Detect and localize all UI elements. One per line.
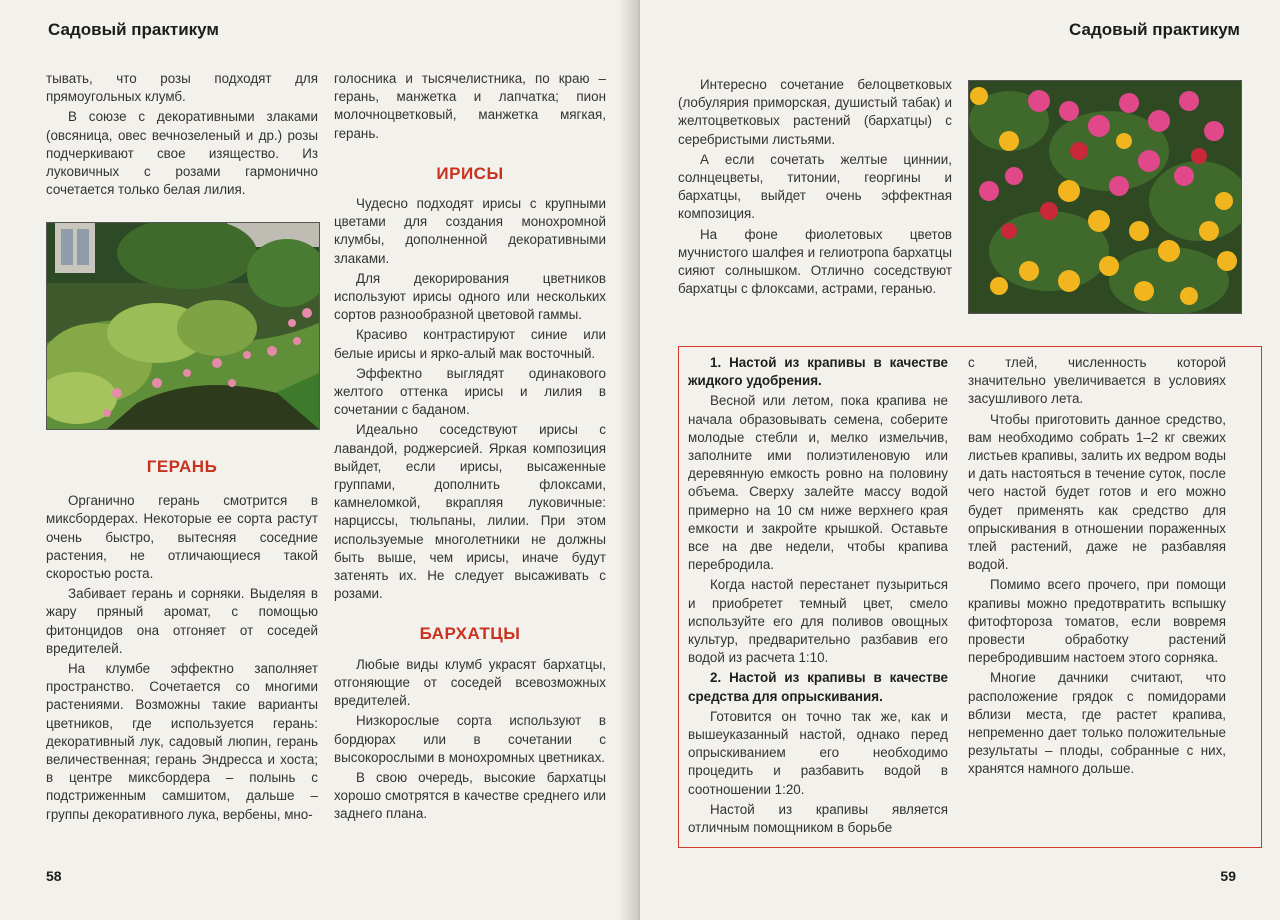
box-title-1: 1. Настой из крапивы в качестве жидкого удобрения. [688, 355, 948, 389]
paragraph: Низкорослые сорта используют в бордюрах или в сочетании с высокорослыми в монохромных цветниках. [334, 713, 606, 765]
paragraph: А если сочетать желтые циннии, солнцецветы, титонии, георгины и бархатцы, выйдет очень эффектная композиция. [678, 151, 952, 222]
box-column-2 [968, 354, 1226, 781]
paragraph: Весной или летом, пока крапива не начала образовывать семена, соберите молодые стебли и, мелко измельчив, заполните ими полиэтиленовую или деревянную емкость ровно на половину объема. Сверху залейте массу водой примерно на 10 см ниже верхнего края емкости и закройте крышкой. Оставьте все на две недели, чтобы крапива перебродила. [688, 393, 948, 573]
paragraph: Идеально соседствуют ирисы с лавандой, роджерсией. Яркая композиция выйдет, если ирисы, высаженные группами, дополнить флоксами, камнеломкой, вкрапляя луковичные: нарциссы, тюльпаны, лилии. При этом используемые многолетники не должны быть выше, чем ирисы, иначе будут затенять их. Не следует высаживать с розами. [334, 422, 606, 602]
paragraph: голосника и тысячелистника, по краю – герань, манжетка и лапчатка; пион молочноцветковый, манжетка мягкая, герань. [334, 71, 606, 141]
paragraph: с тлей, численность которой значительно увеличивается в условиях засушливого лета. [968, 355, 1226, 407]
paragraph: На клумбе эффектно заполняет пространство. Сочетается со многими растениями. Возможны такие варианты цветников, где используется герань: декоративный лук, садовый люпин, герань величественная; герань Эндресса и хоста; в центре миксбордера – полынь с подстриженным самшитом, дальше – группы декоративного лука, вербены, мно- [46, 661, 318, 822]
hosta-garden-photo [46, 222, 320, 430]
marigold-petunia-photo [968, 80, 1242, 314]
paragraph: тывать, что розы подходят для прямоугольных клумб. [46, 71, 318, 105]
left-column-2 [334, 70, 606, 826]
paragraph: Для декорирования цветников используют ирисы одного или нескольких сортов разнообразной цветовой гаммы. [334, 270, 606, 323]
paragraph: В союзе с декоративными злаками (овсяница, овес вечнозеленый и др.) розы подчеркивают свое изящество. Из луковичных с розами гармонично сочетается только белая лилия. [46, 109, 318, 198]
left-page [0, 0, 636, 920]
paragraph: Когда настой перестанет пузыриться и приобретет темный цвет, смело используйте его для поливов овощных культур, предварительно разбавив его водой из расчета 1:10. [688, 577, 948, 666]
paragraph: Интересно сочетание белоцветковых (лобулярия приморская, душистый табак) и желтоцветковых растений (бархатцы) с серебристыми листьями. [678, 77, 952, 147]
section-heading-irises: ИРИСЫ [436, 163, 504, 183]
paragraph: Готовится он точно так же, как и вышеуказанный настой, однако перед опрыскиванием его необходимо процедить и разбавить водой в соотношении 1:20. [688, 708, 948, 797]
left-column-1 [46, 70, 318, 201]
box-column-1 [688, 354, 948, 839]
section-heading-marigolds: БАРХАТЦЫ [419, 624, 521, 644]
box-title-2: 2. Настой из крапивы в качестве средства для опрыскивания. [688, 670, 948, 704]
paragraph: Забивает герань и сорняки. Выделяя в жару пряный аромат, с помощью фитонцидов она отгоняет от соседей вредителей. [46, 586, 318, 656]
paragraph: В свою очередь, высокие бархатцы хорошо смотрятся в качестве среднего или заднего плана. [334, 769, 606, 822]
page-number-left: 58 [46, 868, 62, 884]
paragraph: Любые виды клумб украсят бархатцы, отгоняющие от соседей всевозможных вредителей. [334, 656, 606, 709]
paragraph: Органично герань смотрится в миксбордерах. Некоторые ее сорта растут очень быстро, вытесняя соседние растения, не отличающиеся такой скоростью роста. [46, 493, 318, 582]
paragraph: На фоне фиолетовых цветов мучнистого шалфея и гелиотропа бархатцы сияют солнышком. Отлично соседствуют бархатцы с флоксами, астрами, геранью. [678, 226, 952, 297]
right-page [640, 0, 1280, 920]
page-number-right: 59 [1220, 868, 1236, 884]
section-heading-geranium: ГЕРАНЬ [146, 457, 218, 476]
right-top-column [678, 76, 952, 300]
running-head-left: Садовый практикум [48, 20, 219, 39]
paragraph: Эффектно выглядят одинакового желтого оттенка ирисы и лилия в сочетании с баданом. [334, 365, 606, 418]
paragraph: Чудесно подходят ирисы с крупными цветами для создания монохромной клумбы, дополненной декоративными злаками. [334, 196, 606, 266]
left-column-1-geranium [46, 458, 318, 826]
paragraph: Красиво контрастируют синие или белые ирисы и ярко-алый мак восточный. [334, 327, 606, 361]
paragraph: Чтобы приготовить данное средство, вам необходимо собрать 1–2 кг свежих листьев крапивы, залить их ведром воды и дать настояться в течение суток, после чего настой будет готов и его можно будет применять как средство для опрыскивания в отношении пораженных тлей растений, даже не разбавляя водой. [968, 411, 1226, 573]
paragraph: Многие дачники считают, что расположение грядок с помидорами вблизи места, где растет крапива, непременно дает только положительные результаты – плоды, собранные с них, хранятся намного дольше. [968, 670, 1226, 777]
running-head-right: Садовый практикум [1069, 20, 1240, 39]
paragraph: Помимо всего прочего, при помощи крапивы можно предотвратить вспышку фитофтороза томатов, если вовремя провести обработку растений перебродившим настоем этого сорняка. [968, 577, 1226, 666]
paragraph: Настой из крапивы является отличным помощником в борьбе [688, 801, 948, 836]
